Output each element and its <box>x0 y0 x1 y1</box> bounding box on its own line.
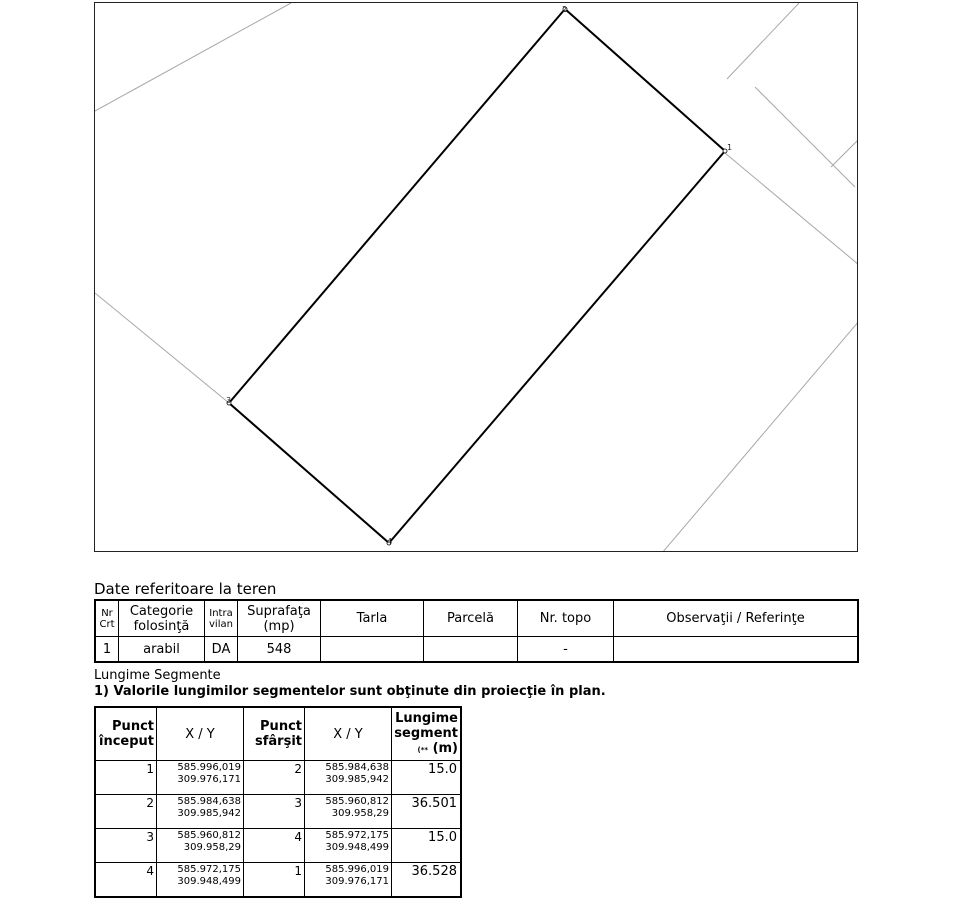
cell-end-point: 3 <box>244 795 305 829</box>
segments-title: Lungime Segmente <box>94 668 221 683</box>
cell-length: 15.0 <box>392 829 462 863</box>
table-row <box>95 795 461 829</box>
parcel-outline <box>229 9 725 543</box>
header-length: Lungime segment (** (m) <box>392 707 462 761</box>
cell-tarla <box>321 637 424 663</box>
cell-observatii <box>614 637 859 663</box>
neighbor-boundary <box>95 293 232 405</box>
table-row <box>95 863 461 898</box>
cell-nr-crt: 1 <box>95 637 119 663</box>
cell-parcela <box>424 637 518 663</box>
cell-nr-topo: - <box>518 637 614 663</box>
header-start-point: Punct început <box>95 707 157 761</box>
vertex-label-4: 4 <box>387 537 393 546</box>
plan-svg <box>95 3 858 552</box>
header-suprafata: Suprafaţa (mp) <box>238 600 321 637</box>
header-nr-crt: Nr Crt <box>95 600 119 637</box>
segments-heading <box>94 668 606 700</box>
table-row <box>95 761 461 795</box>
land-data-table <box>94 599 859 663</box>
cell-length: 36.501 <box>392 795 462 829</box>
segments-note: 1) Valorile lungimilor segmentelor sunt obţinute din proiecţie în plan. <box>94 684 606 699</box>
table-row <box>95 637 858 663</box>
parcel-plan-drawing <box>94 2 858 552</box>
header-intravilan: Intra vilan <box>205 600 238 637</box>
header-observatii: Observaţii / Referinţe <box>614 600 859 637</box>
cell-length: 15.0 <box>392 761 462 795</box>
cell-start-point: 3 <box>95 829 157 863</box>
header-xy-start: X / Y <box>157 707 244 761</box>
cell-start-coords: 585.996,019 309.976,171 <box>157 761 244 795</box>
cell-intravilan: DA <box>205 637 238 663</box>
cell-start-coords: 585.984,638 309.985,942 <box>157 795 244 829</box>
header-nr-topo: Nr. topo <box>518 600 614 637</box>
header-tarla: Tarla <box>321 600 424 637</box>
cell-end-point: 2 <box>244 761 305 795</box>
cell-start-point: 4 <box>95 863 157 898</box>
cell-end-coords: 585.996,019 309.976,171 <box>305 863 392 898</box>
cell-end-coords: 585.984,638 309.985,942 <box>305 761 392 795</box>
neighbor-boundary <box>95 3 291 111</box>
table-header-row <box>95 707 461 761</box>
cell-end-point: 4 <box>244 829 305 863</box>
cell-start-coords: 585.960,812 309.958,29 <box>157 829 244 863</box>
table-header-row <box>95 600 858 637</box>
cell-categorie: arabil <box>119 637 205 663</box>
neighbor-boundary <box>755 87 855 187</box>
cell-end-coords: 585.960,812 309.958,29 <box>305 795 392 829</box>
vertex-label-2: 2 <box>562 5 568 14</box>
cell-end-coords: 585.972,175 309.948,499 <box>305 829 392 863</box>
cell-end-point: 1 <box>244 863 305 898</box>
vertex-label-1: 1 <box>727 143 733 152</box>
table-row <box>95 829 461 863</box>
cell-suprafata: 548 <box>238 637 321 663</box>
header-categorie: Categorie folosinţă <box>119 600 205 637</box>
segments-table <box>94 706 462 898</box>
vertex-label-3: 3 <box>226 396 232 405</box>
neighbor-boundary <box>662 321 858 552</box>
neighbor-boundary <box>727 3 799 79</box>
header-end-point: Punct sfârşit <box>244 707 305 761</box>
land-data-title: Date referitoare la teren <box>94 580 277 598</box>
cell-start-point: 1 <box>95 761 157 795</box>
cell-start-coords: 585.972,175 309.948,499 <box>157 863 244 898</box>
neighbor-boundary <box>831 139 858 167</box>
header-xy-end: X / Y <box>305 707 392 761</box>
cell-length: 36.528 <box>392 863 462 898</box>
cell-start-point: 2 <box>95 795 157 829</box>
header-parcela: Parcelă <box>424 600 518 637</box>
